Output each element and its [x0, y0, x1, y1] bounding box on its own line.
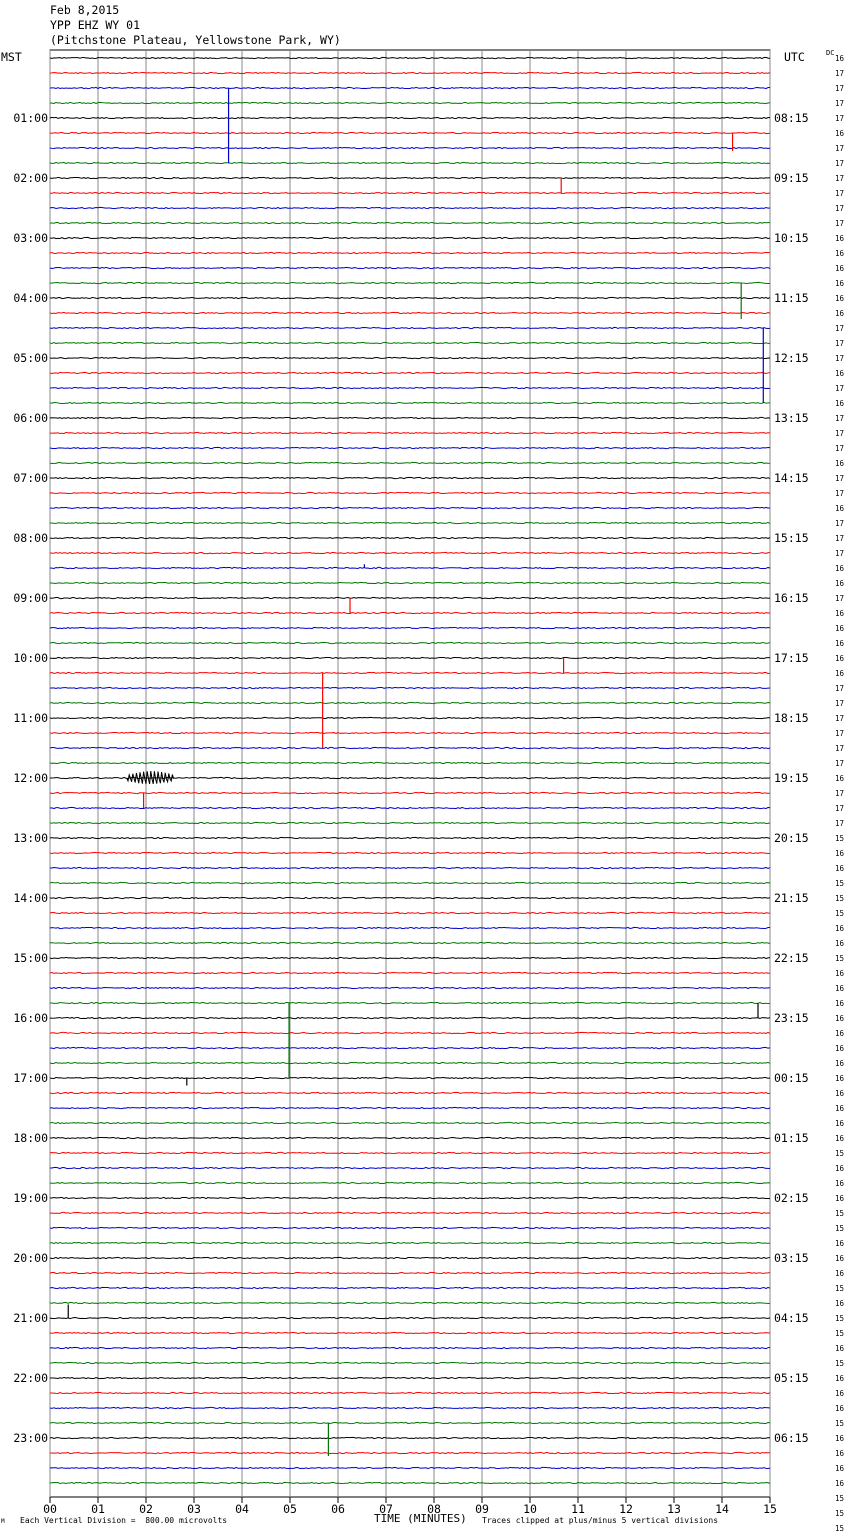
dc-value: 16 — [835, 1029, 845, 1038]
trace-row — [50, 1257, 770, 1258]
trace-row — [50, 867, 770, 868]
dc-value: 15 — [835, 1329, 845, 1338]
dc-value: 16 — [835, 1164, 845, 1173]
trace-row — [50, 1002, 770, 1003]
dc-value: 17 — [835, 429, 845, 438]
utc-hour-label: 17:15 — [774, 651, 809, 665]
dc-value: 17 — [835, 594, 845, 603]
dc-value: 17 — [835, 549, 845, 558]
trace-row — [50, 552, 770, 553]
x-tick-label: 12 — [619, 1502, 633, 1516]
dc-value: 17 — [835, 384, 845, 393]
mst-hour-label: 21:00 — [13, 1311, 48, 1325]
trace-row — [50, 222, 770, 223]
x-tick-label: 15 — [763, 1502, 777, 1516]
trace-row — [50, 1137, 770, 1138]
trace-row — [50, 1032, 770, 1033]
dc-value: 15 — [835, 1149, 845, 1158]
dc-value: 16 — [835, 849, 845, 858]
x-tick-label: 13 — [667, 1502, 681, 1516]
dc-value: 17 — [835, 144, 845, 153]
event-burst — [127, 771, 174, 784]
station-id: YPP EHZ WY 01 — [50, 18, 141, 32]
trace-row — [50, 957, 770, 958]
dc-value: 16 — [835, 774, 845, 783]
trace-row — [50, 987, 770, 988]
dc-value: 16 — [835, 564, 845, 573]
trace-row — [50, 942, 770, 943]
dc-value: 15 — [835, 1359, 845, 1368]
trace-row — [50, 432, 770, 433]
trace-row — [50, 627, 770, 628]
trace-row — [50, 72, 770, 73]
dc-value: 16 — [835, 369, 845, 378]
dc-value: 16 — [835, 669, 845, 678]
dc-value: 17 — [835, 489, 845, 498]
trace-row — [50, 657, 770, 658]
x-tick-label: 07 — [379, 1502, 393, 1516]
dc-value: 15 — [835, 1509, 845, 1518]
utc-hour-label: 02:15 — [774, 1191, 809, 1205]
dc-value: 16 — [835, 459, 845, 468]
dc-value: 17 — [835, 189, 845, 198]
trace-row — [50, 732, 770, 733]
trace-row — [50, 237, 770, 238]
dc-value: 16 — [835, 609, 845, 618]
dc-value: 16 — [835, 624, 845, 633]
dc-value: 17 — [835, 204, 845, 213]
x-tick-label: 01 — [91, 1502, 105, 1516]
trace-row — [50, 357, 770, 358]
trace-row — [50, 1077, 770, 1078]
trace-row — [50, 612, 770, 613]
mst-hour-label: 10:00 — [13, 651, 48, 665]
utc-hour-label: 13:15 — [774, 411, 809, 425]
dc-value: 16 — [835, 279, 845, 288]
mst-hour-label: 13:00 — [13, 831, 48, 845]
trace-row — [50, 372, 770, 373]
trace-row — [50, 1017, 770, 1018]
dc-value: 16 — [835, 1389, 845, 1398]
trace-row — [50, 1047, 770, 1048]
trace-row — [50, 792, 770, 793]
utc-hour-label: 00:15 — [774, 1071, 809, 1085]
trace-row — [50, 822, 770, 823]
dc-value: 16 — [835, 939, 845, 948]
trace-row — [50, 192, 770, 193]
utc-hour-label: 22:15 — [774, 951, 809, 965]
trace-row — [50, 1392, 770, 1393]
dc-value: 17 — [835, 354, 845, 363]
dc-value: 15 — [835, 909, 845, 918]
dc-value: 15 — [835, 1314, 845, 1323]
trace-row — [50, 117, 770, 118]
trace-row — [50, 1482, 770, 1483]
x-tick-label: 09 — [475, 1502, 489, 1516]
dc-value: 16 — [835, 1479, 845, 1488]
dc-value: 15 — [835, 954, 845, 963]
trace-row — [50, 1092, 770, 1093]
mst-hour-label: 01:00 — [13, 111, 48, 125]
trace-row — [50, 1332, 770, 1333]
dc-value: 16 — [835, 1434, 845, 1443]
dc-value: 16 — [835, 984, 845, 993]
trace-row — [50, 522, 770, 523]
dc-value: 16 — [835, 1074, 845, 1083]
trace-row — [50, 687, 770, 688]
dc-value: 17 — [835, 324, 845, 333]
trace-row — [50, 132, 770, 133]
trace-row — [50, 1377, 770, 1378]
trace-row — [50, 207, 770, 208]
dc-value: 17 — [835, 414, 845, 423]
dc-value: 16 — [835, 1374, 845, 1383]
dc-value: 16 — [835, 1089, 845, 1098]
dc-value: 16 — [835, 1344, 845, 1353]
trace-row — [50, 837, 770, 838]
dc-value: 17 — [835, 789, 845, 798]
trace-row — [50, 177, 770, 178]
utc-hour-label: 03:15 — [774, 1251, 809, 1265]
mst-hour-label: 14:00 — [13, 891, 48, 905]
dc-value: 17 — [835, 804, 845, 813]
dc-value: 17 — [835, 99, 845, 108]
trace-row — [50, 1362, 770, 1363]
dc-value: 16 — [835, 264, 845, 273]
mst-hour-label: 23:00 — [13, 1431, 48, 1445]
dc-value: 16 — [835, 1449, 845, 1458]
dc-value: 15 — [835, 894, 845, 903]
event-layer — [68, 88, 763, 1456]
trace-row — [50, 762, 770, 763]
trace-row — [50, 162, 770, 163]
dc-value: 17 — [835, 714, 845, 723]
dc-value: 16 — [835, 1104, 845, 1113]
trace-row — [50, 912, 770, 913]
dc-value: 15 — [835, 834, 845, 843]
utc-hour-label: 20:15 — [774, 831, 809, 845]
dc-value: 17 — [835, 759, 845, 768]
dc-value: 16 — [835, 1014, 845, 1023]
trace-row — [50, 147, 770, 148]
dc-value: 15 — [835, 879, 845, 888]
mst-hour-label: 03:00 — [13, 231, 48, 245]
dc-value: 15 — [835, 1524, 845, 1533]
dc-value: 16 — [835, 1059, 845, 1068]
trace-row — [50, 417, 770, 418]
trace-row — [50, 582, 770, 583]
dc-value: 16 — [835, 639, 845, 648]
dc-value: 16 — [835, 1239, 845, 1248]
dc-value: 16 — [835, 1254, 845, 1263]
trace-row — [50, 1212, 770, 1213]
dc-value: 17 — [835, 84, 845, 93]
mst-hour-label: 16:00 — [13, 1011, 48, 1025]
trace-layer — [50, 57, 770, 1483]
trace-row — [50, 1317, 770, 1318]
dc-value: 16 — [835, 1194, 845, 1203]
x-tick-label: 10 — [523, 1502, 537, 1516]
trace-row — [50, 927, 770, 928]
dc-value: 16 — [835, 54, 845, 63]
trace-row — [50, 1182, 770, 1183]
dc-value: 16 — [835, 504, 845, 513]
dc-value: 17 — [835, 474, 845, 483]
dc-value: 16 — [835, 1404, 845, 1413]
mst-hour-label: 08:00 — [13, 531, 48, 545]
dc-value: 17 — [835, 519, 845, 528]
mst-hour-label: 07:00 — [13, 471, 48, 485]
mst-hour-label: 04:00 — [13, 291, 48, 305]
dc-value: 16 — [835, 924, 845, 933]
trace-row — [50, 342, 770, 343]
x-tick-label: 08 — [427, 1502, 441, 1516]
x-axis-title: TIME (MINUTES) — [374, 1512, 467, 1525]
dc-value: 16 — [835, 654, 845, 663]
trace-row — [50, 1227, 770, 1228]
trace-row — [50, 1467, 770, 1468]
dc-value: 17 — [835, 339, 845, 348]
trace-row — [50, 1167, 770, 1168]
x-tick-label: 02 — [139, 1502, 153, 1516]
dc-value: 16 — [835, 864, 845, 873]
trace-row — [50, 717, 770, 718]
trace-row — [50, 312, 770, 313]
dc-value: 16 — [835, 1269, 845, 1278]
trace-row — [50, 387, 770, 388]
x-tick-label: 03 — [187, 1502, 201, 1516]
dc-value: 16 — [835, 309, 845, 318]
dc-value: 16 — [835, 249, 845, 258]
trace-row — [50, 282, 770, 283]
dc-value: 15 — [835, 1209, 845, 1218]
trace-row — [50, 567, 770, 568]
dc-value: 17 — [835, 699, 845, 708]
corner-mark: M — [1, 1518, 5, 1525]
utc-hour-label: 11:15 — [774, 291, 809, 305]
trace-row — [50, 807, 770, 808]
trace-row — [50, 1302, 770, 1303]
trace-row — [50, 267, 770, 268]
trace-row — [50, 1152, 770, 1153]
trace-row — [50, 327, 770, 328]
trace-row — [50, 87, 770, 88]
trace-row — [50, 462, 770, 463]
trace-row — [50, 1452, 770, 1453]
trace-row — [50, 642, 770, 643]
x-tick-label: 00 — [43, 1502, 57, 1516]
mst-hour-label: 12:00 — [13, 771, 48, 785]
utc-hour-label: 16:15 — [774, 591, 809, 605]
trace-row — [50, 402, 770, 403]
clip-note: Traces clipped at plus/minus 5 vertical divisions — [482, 1516, 719, 1525]
trace-row — [50, 897, 770, 898]
trace-row — [50, 1242, 770, 1243]
utc-hour-label: 09:15 — [774, 171, 809, 185]
trace-row — [50, 1287, 770, 1288]
x-tick-label: 14 — [715, 1502, 729, 1516]
dc-value: 17 — [835, 819, 845, 828]
mst-hour-label: 15:00 — [13, 951, 48, 965]
trace-row — [50, 252, 770, 253]
dc-value: 17 — [835, 174, 845, 183]
trace-row — [50, 507, 770, 508]
trace-row — [50, 1407, 770, 1408]
utc-hour-label: 15:15 — [774, 531, 809, 545]
mst-hour-label: 05:00 — [13, 351, 48, 365]
dc-value: 16 — [835, 1044, 845, 1053]
trace-row — [50, 102, 770, 103]
dc-value: 17 — [835, 159, 845, 168]
trace-row — [50, 1272, 770, 1273]
dc-value: 16 — [835, 1464, 845, 1473]
dc-value: 15 — [835, 1224, 845, 1233]
utc-hour-label: 08:15 — [774, 111, 809, 125]
dc-value: 17 — [835, 684, 845, 693]
x-tick-label: 06 — [331, 1502, 345, 1516]
trace-row — [50, 57, 770, 58]
utc-hour-label: 01:15 — [774, 1131, 809, 1145]
utc-hour-label: 21:15 — [774, 891, 809, 905]
mst-hour-label: 02:00 — [13, 171, 48, 185]
trace-row — [50, 1422, 770, 1423]
station-location: (Pitchstone Plateau, Yellowstone Park, WY) — [50, 33, 341, 47]
dc-value: 16 — [835, 1299, 845, 1308]
trace-row — [50, 297, 770, 298]
trace-row — [50, 777, 770, 778]
trace-row — [50, 747, 770, 748]
dc-value: 15 — [835, 1419, 845, 1428]
trace-row — [50, 597, 770, 598]
dc-value: 17 — [835, 444, 845, 453]
trace-row — [50, 882, 770, 883]
dc-value: 17 — [835, 729, 845, 738]
dc-value: 15 — [835, 1284, 845, 1293]
utc-hour-label: 10:15 — [774, 231, 809, 245]
mst-hour-label: 20:00 — [13, 1251, 48, 1265]
mst-hour-label: 11:00 — [13, 711, 48, 725]
utc-axis-label: UTC — [784, 50, 805, 64]
plot-date: Feb 8,2015 — [50, 3, 120, 17]
dc-value: 17 — [835, 534, 845, 543]
trace-row — [50, 852, 770, 853]
dc-value: 16 — [835, 999, 845, 1008]
trace-row — [50, 1062, 770, 1063]
mst-axis-label: MST — [1, 50, 22, 64]
dc-value: 16 — [835, 969, 845, 978]
dc-value: 16 — [835, 234, 845, 243]
utc-hour-label: 06:15 — [774, 1431, 809, 1445]
trace-row — [50, 972, 770, 973]
trace-row — [50, 672, 770, 673]
trace-row — [50, 447, 770, 448]
trace-row — [50, 1437, 770, 1438]
dc-value: 16 — [835, 579, 845, 588]
trace-row — [50, 1347, 770, 1348]
utc-hour-label: 05:15 — [774, 1371, 809, 1385]
dc-value: 16 — [835, 1134, 845, 1143]
trace-row — [50, 702, 770, 703]
dc-value: 16 — [835, 399, 845, 408]
mst-hour-label: 19:00 — [13, 1191, 48, 1205]
dc-value: 16 — [835, 1119, 845, 1128]
trace-row — [50, 537, 770, 538]
mst-hour-label: 09:00 — [13, 591, 48, 605]
trace-row — [50, 1197, 770, 1198]
x-tick-label: 05 — [283, 1502, 297, 1516]
trace-row — [50, 477, 770, 478]
utc-hour-label: 19:15 — [774, 771, 809, 785]
dc-value: 16 — [835, 129, 845, 138]
dc-value: 16 — [835, 1179, 845, 1188]
mst-hour-label: 06:00 — [13, 411, 48, 425]
mst-hour-label: 18:00 — [13, 1131, 48, 1145]
dc-value: 17 — [835, 219, 845, 228]
utc-hour-label: 14:15 — [774, 471, 809, 485]
dc-value: 17 — [835, 114, 845, 123]
trace-row — [50, 1122, 770, 1123]
utc-hour-label: 12:15 — [774, 351, 809, 365]
mst-hour-label: 17:00 — [13, 1071, 48, 1085]
dc-value: 15 — [835, 1494, 845, 1503]
dc-value: 17 — [835, 69, 845, 78]
utc-hour-label: 18:15 — [774, 711, 809, 725]
x-tick-label: 11 — [571, 1502, 585, 1516]
dc-value: 17 — [835, 744, 845, 753]
trace-row — [50, 492, 770, 493]
dc-value: 16 — [835, 294, 845, 303]
scale-note: Each Vertical Division = 800.00 microvolts — [20, 1516, 228, 1525]
dc-label: DC — [826, 49, 835, 57]
mst-hour-label: 22:00 — [13, 1371, 48, 1385]
trace-row — [50, 1107, 770, 1108]
utc-hour-label: 23:15 — [774, 1011, 809, 1025]
x-tick-label: 04 — [235, 1502, 249, 1516]
utc-hour-label: 04:15 — [774, 1311, 809, 1325]
